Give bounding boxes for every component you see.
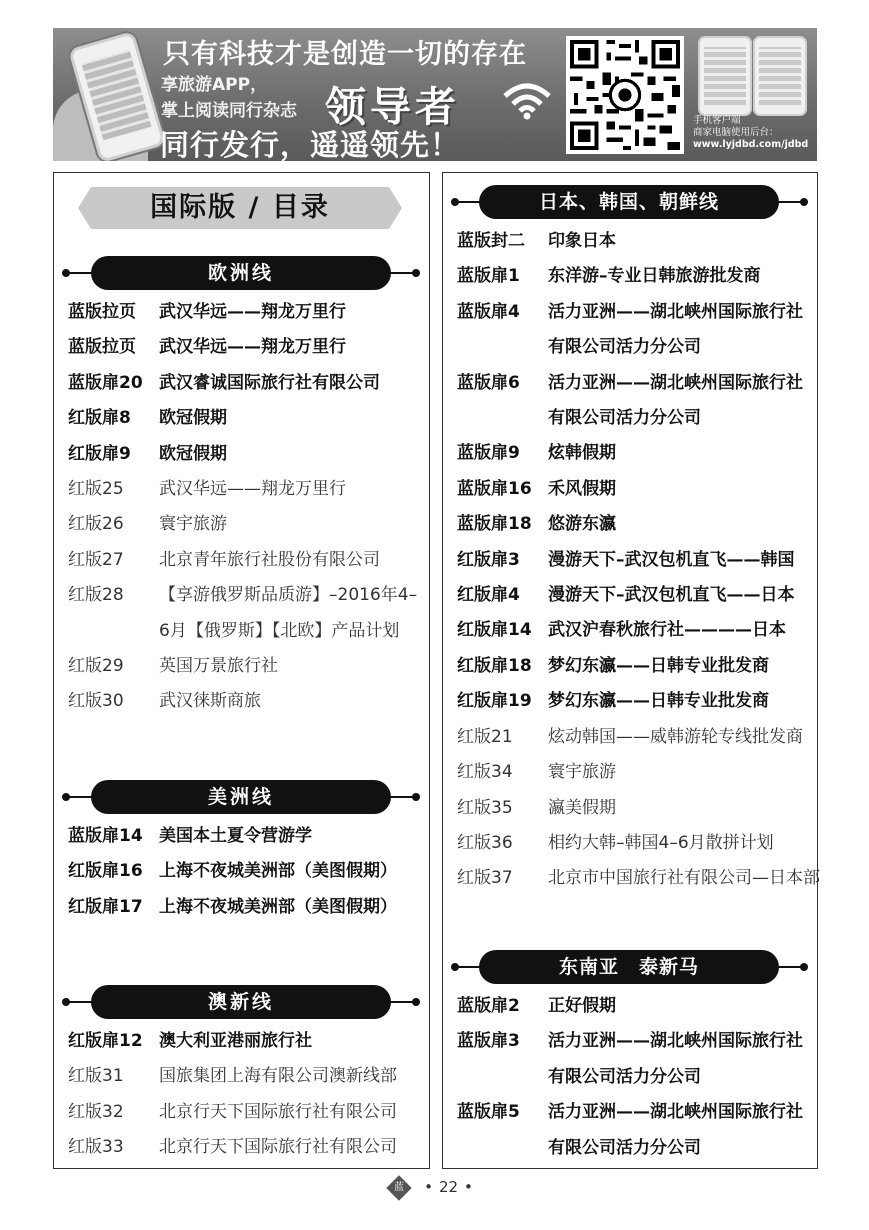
banner-slogan: 同行发行，遥遥领先！ — [160, 128, 461, 161]
list-item[interactable] — [457, 649, 813, 684]
edition-badge-text: 蓝 — [394, 1181, 405, 1193]
client-label: 手机客户端 — [693, 115, 741, 126]
bullet-separator: • — [464, 1178, 473, 1196]
mini-phone-graphic-1 — [698, 36, 752, 116]
list-item-continuation[interactable] — [68, 614, 424, 649]
japan-korea-entry-list — [457, 224, 820, 897]
list-item[interactable] — [457, 507, 813, 542]
blue-edition-diamond-icon — [386, 1175, 411, 1200]
entry-name: 北京青年旅行社股份有限公司 — [159, 549, 380, 570]
entry-name: 武汉睿诚国际旅行社有限公司 — [159, 372, 380, 393]
entry-code: 蓝版扉1 — [457, 266, 520, 287]
entry-name: 梦幻东瀛——日韩专业批发商 — [548, 655, 769, 676]
entry-name: 英国万景旅行社 — [159, 656, 278, 677]
bullet-separator: • — [424, 1178, 433, 1196]
section-header-europe — [62, 256, 420, 290]
list-item[interactable] — [68, 819, 424, 854]
entry-code: 红版扉16 — [68, 861, 143, 882]
entry-name: 梦幻东瀛——日韩专业批发商 — [548, 691, 769, 712]
entry-name: 美国本土夏令营游学 — [159, 826, 312, 846]
entry-code: 蓝版扉14 — [68, 826, 143, 846]
entry-code: 红版26 — [68, 514, 124, 535]
list-item[interactable] — [68, 507, 424, 542]
page-title-text: 国际版 / 目录 — [150, 192, 330, 223]
entry-code: 红版29 — [68, 656, 124, 677]
entry-name: 炫动韩国——威韩游轮专线批发商 — [548, 726, 803, 747]
entry-code: 红版扉12 — [68, 1031, 143, 1051]
entry-code — [457, 401, 548, 436]
qr-code[interactable] — [566, 36, 684, 154]
entry-code: 蓝版扉18 — [457, 514, 532, 535]
list-item[interactable] — [457, 366, 813, 401]
entry-name: 欧冠假期 — [159, 408, 227, 429]
list-item-continuation[interactable] — [457, 1060, 813, 1095]
southeast-asia-entry-list — [457, 989, 813, 1166]
section-title: 日本、韩国、朝鲜线 — [479, 185, 779, 219]
list-item[interactable] — [457, 543, 813, 578]
list-item[interactable] — [457, 578, 813, 613]
section-title: 东南亚 泰新马 — [479, 950, 779, 984]
page-footer — [0, 1178, 869, 1197]
entry-code: 红版扉4 — [457, 585, 520, 606]
entry-name: 活力亚洲——湖北峡州国际旅行社 — [548, 301, 803, 322]
banner-leader-text: 领导者 — [325, 83, 460, 131]
entry-name: 有限公司活力分公司 — [548, 1137, 701, 1158]
list-item[interactable] — [68, 684, 424, 719]
entry-name: 活力亚洲——湖北峡州国际旅行社 — [548, 1031, 803, 1052]
list-item[interactable] — [457, 826, 813, 861]
list-item[interactable] — [68, 543, 424, 578]
entry-code: 红版31 — [68, 1066, 124, 1087]
entry-name: 武汉沪春秋旅行社————日本 — [548, 620, 786, 641]
entry-code: 红版扉14 — [457, 620, 532, 641]
entry-name: 北京行天下国际旅行社有限公司 — [159, 1101, 397, 1122]
section-header-japan-korea — [451, 185, 808, 219]
list-item-continuation[interactable] — [457, 1131, 813, 1166]
entry-code: 红版35 — [457, 797, 513, 818]
entry-code: 红版28 — [68, 585, 124, 606]
list-item[interactable] — [68, 578, 424, 613]
entry-code: 蓝版拉页 — [68, 302, 136, 322]
entry-code: 红版27 — [68, 549, 124, 570]
list-item[interactable] — [457, 472, 813, 507]
section-title: 欧洲线 — [91, 256, 391, 290]
banner-subline-2: 掌上阅读同行杂志 — [161, 101, 297, 121]
list-item-continuation[interactable] — [457, 330, 813, 365]
entry-code: 蓝版扉16 — [457, 478, 532, 499]
entry-code: 红版32 — [68, 1101, 124, 1122]
entry-code: 红版扉18 — [457, 655, 532, 676]
entry-name: 武汉华远——翔龙万里行 — [159, 302, 346, 322]
list-item[interactable] — [68, 1130, 424, 1165]
entry-code: 蓝版扉20 — [68, 372, 143, 393]
entry-code: 红版21 — [457, 726, 513, 747]
entry-code — [457, 1131, 548, 1166]
entry-code: 蓝版扉2 — [457, 996, 520, 1016]
entry-name: 【享游俄罗斯品质游】–2016年4– — [159, 585, 418, 606]
list-item[interactable] — [457, 436, 813, 471]
list-item[interactable] — [68, 437, 424, 472]
banner-headline: 只有科技才是创造一切的存在 — [163, 39, 527, 70]
entry-name: 欧冠假期 — [159, 443, 227, 464]
entry-name: 漫游天下–武汉包机直飞——韩国 — [548, 549, 795, 570]
banner-url-link[interactable]: www.lyjdbd.com/jdbd — [693, 139, 809, 150]
section-header-americas — [62, 780, 420, 814]
mini-phone-graphic-2 — [753, 36, 807, 116]
entry-code: 红版扉19 — [457, 691, 532, 712]
entry-code — [457, 330, 548, 365]
list-item[interactable] — [457, 1024, 813, 1059]
entry-name: 武汉华远——翔龙万里行 — [159, 337, 346, 358]
entry-code: 红版36 — [457, 832, 513, 853]
entry-name: 国旅集团上海有限公司澳新线部 — [159, 1066, 397, 1087]
europe-entry-list — [68, 295, 424, 720]
app-ad-banner — [53, 28, 817, 161]
list-item[interactable] — [457, 989, 813, 1024]
entry-code: 红版扉9 — [68, 443, 131, 464]
entry-code: 红版扉3 — [457, 549, 520, 570]
entry-name: 活力亚洲——湖北峡州国际旅行社 — [548, 1102, 803, 1123]
entry-name: 瀛美假期 — [548, 797, 616, 818]
entry-name: 有限公司活力分公司 — [548, 408, 701, 429]
section-header-southeast-asia — [451, 950, 808, 984]
entry-code: 红版34 — [457, 762, 513, 783]
entry-name: 东洋游–专业日韩旅游批发商 — [548, 266, 761, 287]
list-item[interactable] — [457, 224, 813, 259]
entry-name: 上海不夜城美洲部（美图假期） — [159, 861, 397, 882]
list-item[interactable] — [457, 1095, 813, 1130]
entry-name: 上海不夜城美洲部（美图假期） — [159, 896, 397, 917]
backend-label: 商家电脑使用后台： — [693, 127, 779, 138]
entry-name: 相约大韩–韩国4–6月散拼计划 — [548, 832, 774, 853]
section-header-oceania — [62, 985, 420, 1019]
entry-name: 北京市中国旅行社有限公司—日本部 — [548, 868, 820, 889]
list-item[interactable] — [68, 401, 424, 436]
page-number: 22 — [438, 1178, 459, 1196]
right-contents-panel — [442, 172, 818, 1169]
entry-code: 红版33 — [68, 1137, 124, 1158]
entry-name: 武汉华远——翔龙万里行 — [159, 479, 346, 500]
entry-code: 红版37 — [457, 868, 513, 889]
entry-code: 蓝版扉3 — [457, 1031, 520, 1052]
list-item[interactable] — [457, 259, 813, 294]
list-item[interactable] — [68, 295, 424, 330]
list-item-continuation[interactable] — [457, 401, 813, 436]
list-item[interactable] — [457, 613, 813, 648]
banner-client-info — [693, 115, 808, 151]
section-title: 美洲线 — [91, 780, 391, 814]
entry-name: 北京行天下国际旅行社有限公司 — [159, 1137, 397, 1158]
entry-code: 红版25 — [68, 479, 124, 500]
list-item[interactable] — [457, 791, 813, 826]
entry-code: 蓝版拉页 — [68, 337, 136, 358]
oceania-entry-list — [68, 1024, 424, 1166]
list-item[interactable] — [68, 649, 424, 684]
entry-name: 寰宇旅游 — [548, 762, 616, 783]
list-item[interactable] — [68, 472, 424, 507]
list-item[interactable] — [457, 861, 820, 896]
entry-code: 蓝版封二 — [457, 231, 525, 251]
entry-name: 澳大利亚港丽旅行社 — [159, 1031, 312, 1051]
list-item[interactable] — [68, 366, 424, 401]
entry-code: 蓝版扉6 — [457, 372, 520, 393]
entry-name: 漫游天下–武汉包机直飞——日本 — [548, 585, 795, 606]
entry-name: 正好假期 — [548, 996, 616, 1016]
page-title — [78, 187, 402, 229]
list-item[interactable] — [457, 755, 813, 790]
wifi-icon — [501, 80, 553, 120]
section-title: 澳新线 — [91, 985, 391, 1019]
entry-name: 寰宇旅游 — [159, 514, 227, 535]
list-item[interactable] — [457, 684, 813, 719]
entry-name: 炫韩假期 — [548, 443, 616, 464]
entry-code — [457, 1060, 548, 1095]
entry-code: 红版30 — [68, 691, 124, 712]
entry-code: 蓝版扉5 — [457, 1102, 520, 1123]
entry-name: 禾风假期 — [548, 478, 616, 499]
entry-name: 悠游东瀛 — [548, 514, 616, 535]
entry-name: 活力亚洲——湖北峡州国际旅行社 — [548, 372, 803, 393]
americas-entry-list — [68, 819, 424, 925]
entry-name: 武汉徕斯商旅 — [159, 691, 261, 712]
entry-code: 蓝版扉9 — [457, 443, 520, 464]
entry-name: 印象日本 — [548, 231, 616, 251]
list-item[interactable] — [68, 890, 424, 925]
list-item[interactable] — [68, 1095, 424, 1130]
entry-name: 有限公司活力分公司 — [548, 1066, 701, 1087]
left-contents-panel — [53, 172, 430, 1169]
entry-name: 有限公司活力分公司 — [548, 337, 701, 358]
entry-code: 红版扉17 — [68, 896, 143, 917]
list-item[interactable] — [68, 1059, 424, 1094]
list-item[interactable] — [68, 330, 424, 365]
banner-subline-1: 享旅游APP， — [161, 75, 268, 95]
entry-name: 6月【俄罗斯】【北欧】产品计划 — [159, 620, 400, 641]
list-item[interactable] — [68, 1024, 424, 1059]
entry-code — [68, 614, 159, 649]
entry-code: 红版扉8 — [68, 408, 131, 429]
list-item[interactable] — [68, 854, 424, 889]
list-item[interactable] — [457, 295, 813, 330]
list-item[interactable] — [457, 720, 813, 755]
entry-code: 蓝版扉4 — [457, 301, 520, 322]
